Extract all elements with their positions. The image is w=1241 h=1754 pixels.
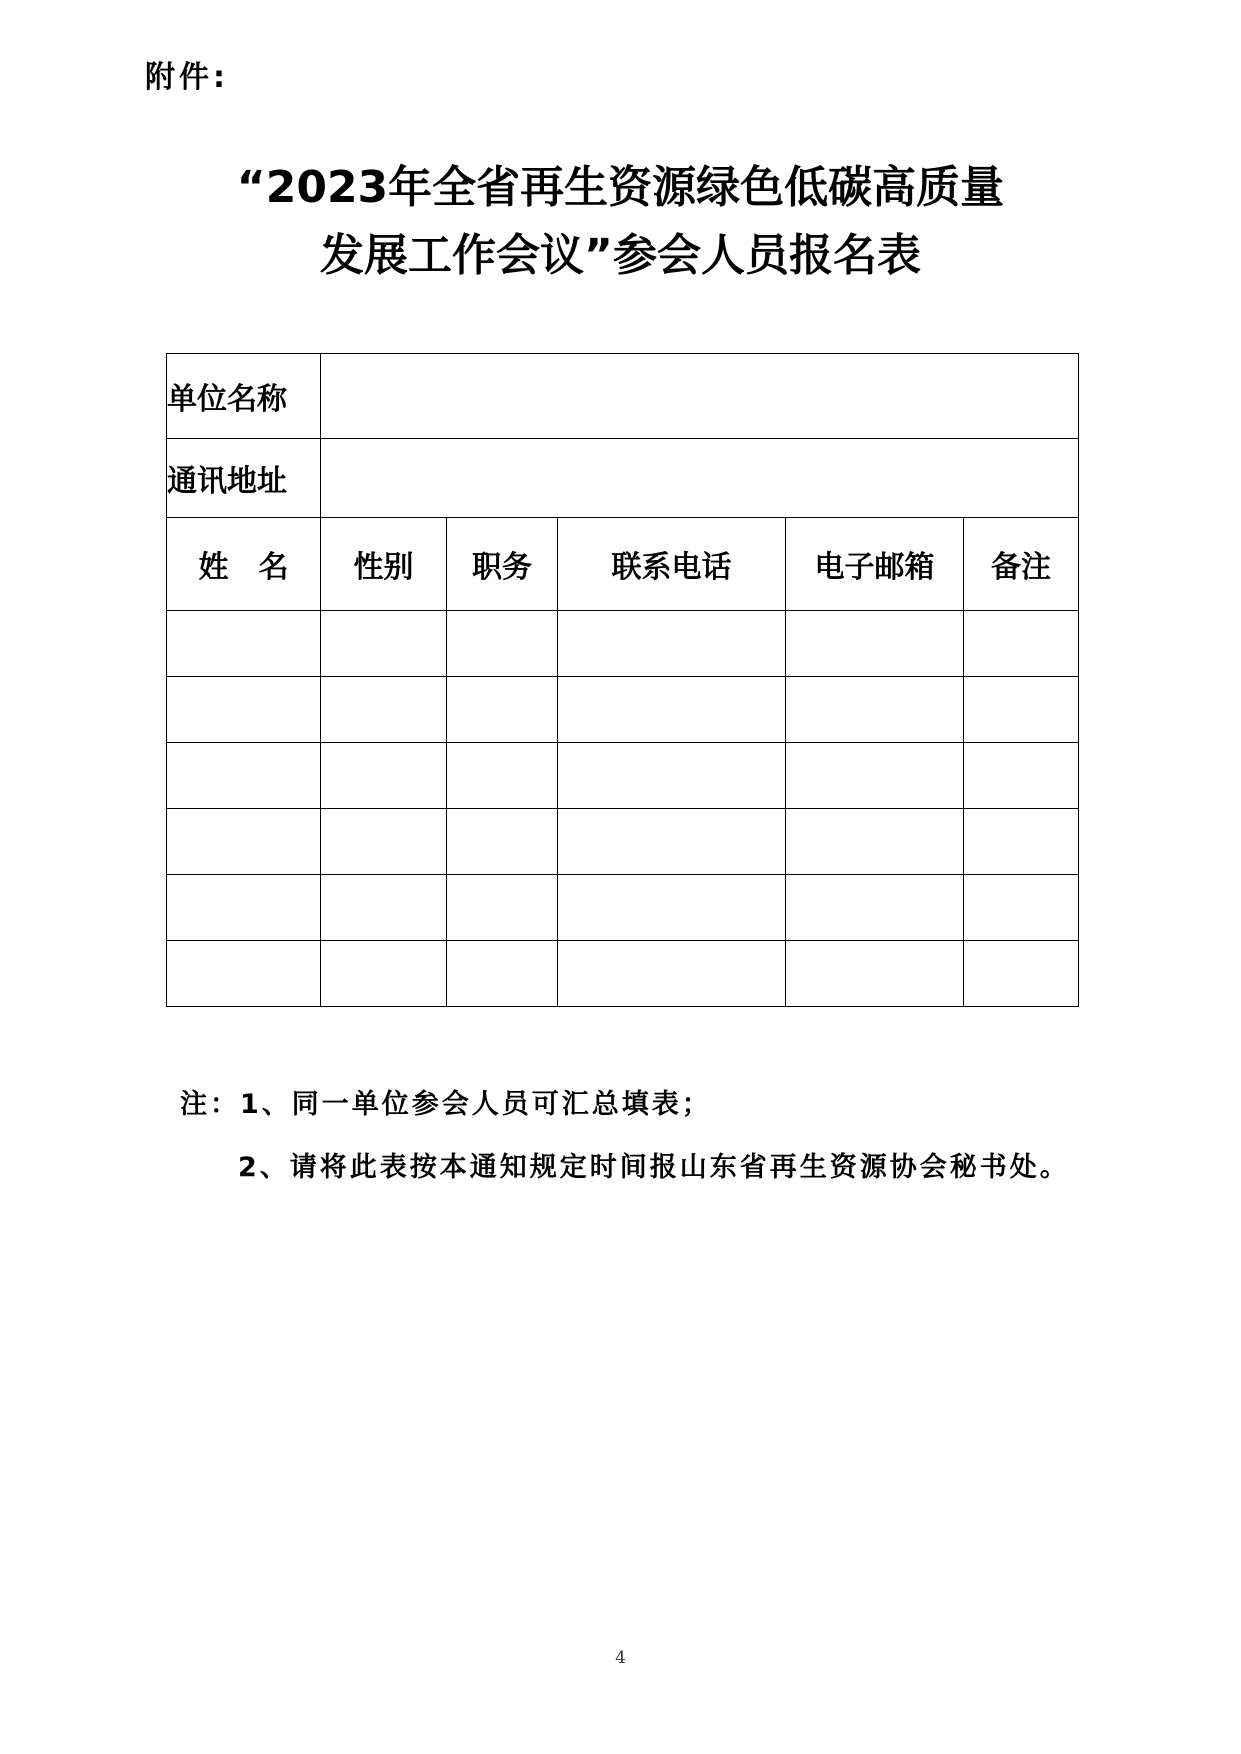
unit-name-label: 单位名称 — [167, 354, 321, 439]
gender-cell[interactable] — [321, 941, 447, 1007]
remarks-cell[interactable] — [964, 875, 1079, 941]
note-line-2: 2、请将此表按本通知规定时间报山东省再生资源协会秘书处。 — [238, 1152, 1070, 1183]
form-title-line2: 发展工作会议”参会人员报名表 — [320, 230, 921, 281]
table-row — [167, 611, 1079, 677]
phone-cell[interactable] — [558, 941, 786, 1007]
address-row — [167, 439, 1079, 518]
phone-cell[interactable] — [558, 743, 786, 809]
remarks-cell[interactable] — [964, 941, 1079, 1007]
phone-cell[interactable] — [558, 875, 786, 941]
gender-cell[interactable] — [321, 611, 447, 677]
column-header-name: 姓 名 — [167, 518, 321, 611]
table-row — [167, 743, 1079, 809]
phone-cell[interactable] — [558, 809, 786, 875]
email-cell[interactable] — [786, 611, 964, 677]
column-header-email: 电子邮箱 — [786, 518, 964, 611]
attachment-label: 附件: — [145, 60, 229, 95]
gender-cell[interactable] — [321, 677, 447, 743]
phone-cell[interactable] — [558, 611, 786, 677]
table-row — [167, 875, 1079, 941]
position-cell[interactable] — [447, 809, 558, 875]
name-cell[interactable] — [167, 743, 321, 809]
address-label: 通讯地址 — [167, 439, 321, 518]
table-header-row — [167, 518, 1079, 611]
position-cell[interactable] — [447, 743, 558, 809]
table-row — [167, 941, 1079, 1007]
unit-name-field[interactable] — [321, 354, 1079, 439]
email-cell[interactable] — [786, 875, 964, 941]
column-header-phone: 联系电话 — [558, 518, 786, 611]
gender-cell[interactable] — [321, 809, 447, 875]
unit-row — [167, 354, 1079, 439]
column-header-position: 职务 — [447, 518, 558, 611]
name-cell[interactable] — [167, 611, 321, 677]
remarks-cell[interactable] — [964, 677, 1079, 743]
email-cell[interactable] — [786, 677, 964, 743]
position-cell[interactable] — [447, 941, 558, 1007]
position-cell[interactable] — [447, 611, 558, 677]
remarks-cell[interactable] — [964, 743, 1079, 809]
position-cell[interactable] — [447, 677, 558, 743]
email-cell[interactable] — [786, 809, 964, 875]
gender-cell[interactable] — [321, 743, 447, 809]
column-header-gender: 性别 — [321, 518, 447, 611]
email-cell[interactable] — [786, 743, 964, 809]
phone-cell[interactable] — [558, 677, 786, 743]
name-cell[interactable] — [167, 941, 321, 1007]
page-number: 4 — [615, 1648, 626, 1668]
name-cell[interactable] — [167, 875, 321, 941]
table-row — [167, 809, 1079, 875]
remarks-cell[interactable] — [964, 809, 1079, 875]
column-header-remarks: 备注 — [964, 518, 1079, 611]
form-title-line1: “2023年全省再生资源绿色低碳高质量 — [236, 162, 1005, 213]
name-cell[interactable] — [167, 809, 321, 875]
table-row — [167, 677, 1079, 743]
note-line-1: 注：1、同一单位参会人员可汇总填表； — [180, 1089, 712, 1120]
position-cell[interactable] — [447, 875, 558, 941]
email-cell[interactable] — [786, 941, 964, 1007]
remarks-cell[interactable] — [964, 611, 1079, 677]
address-field[interactable] — [321, 439, 1079, 518]
name-cell[interactable] — [167, 677, 321, 743]
registration-table — [166, 353, 1079, 1007]
gender-cell[interactable] — [321, 875, 447, 941]
